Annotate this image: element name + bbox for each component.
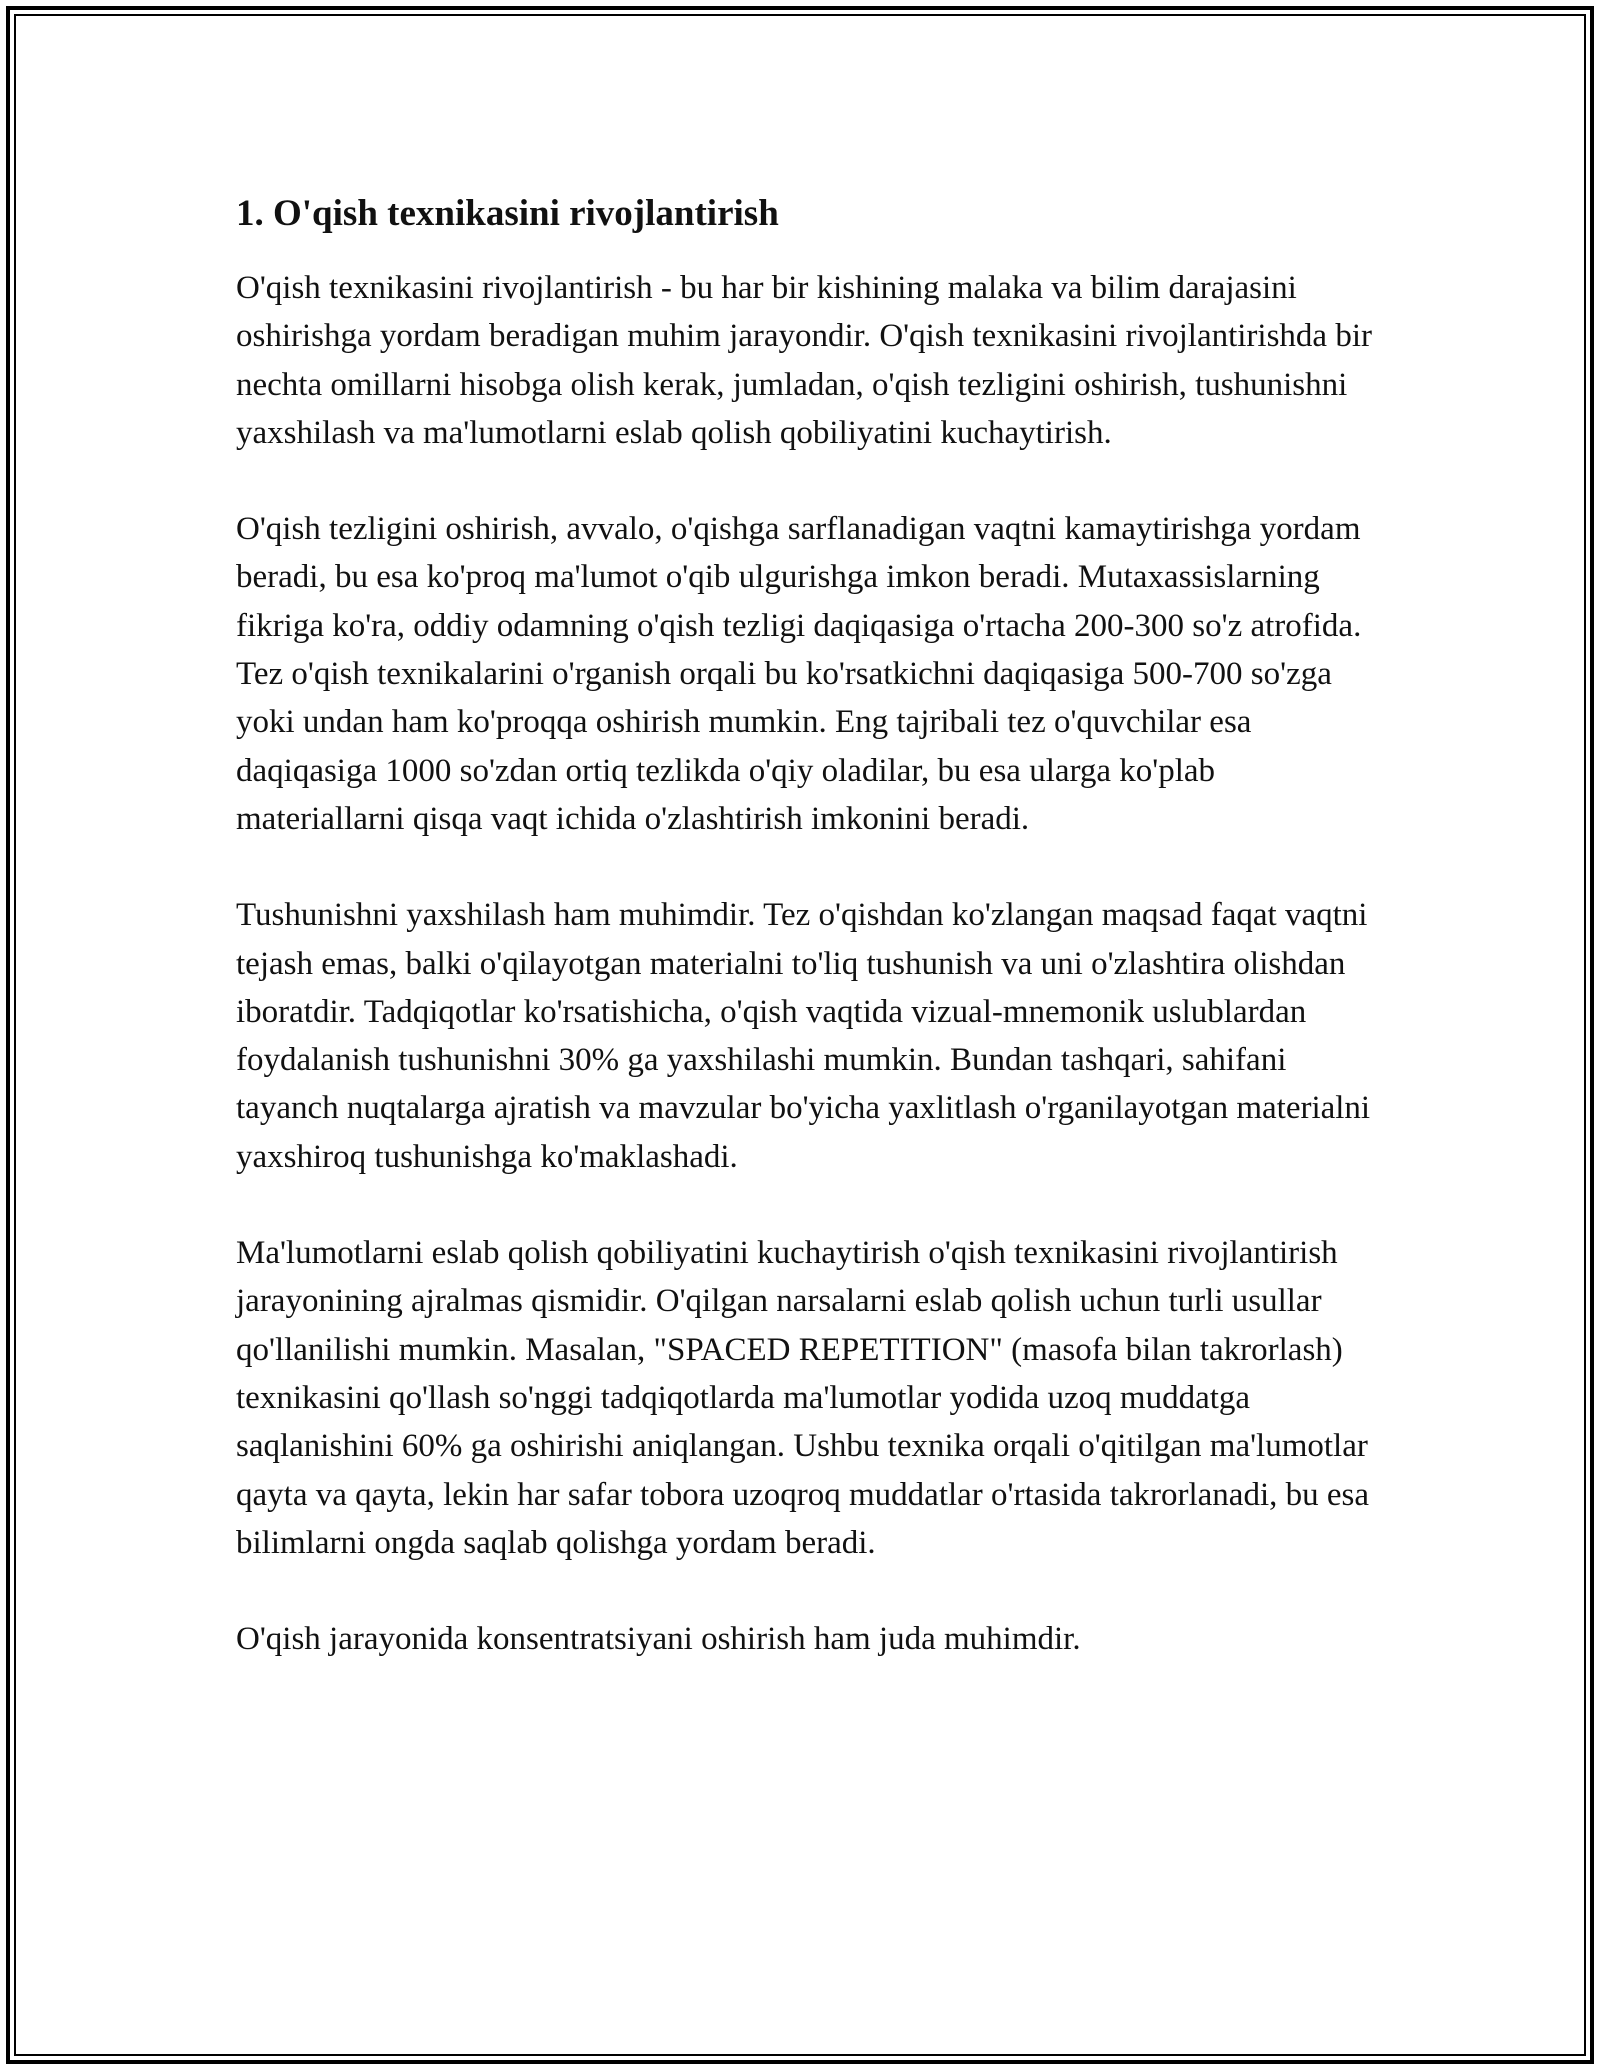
paragraph-concentration: O'qish jarayonida konsentratsiyani oshirish ham juda muhimdir. xyxy=(236,1621,1081,1658)
paragraph-reading-speed: O'qish tezligini oshirish, avvalo, o'qishga sarflanadigan vaqtni kamaytirishga yordam beradi, bu esa ko'proq ma'lumot o'qib ulgurishga imkon beradi. Mutaxassislarning fikriga ko'ra, oddiy odamning o'qish tezligi daqiqasiga o'rtacha 200-300 so'z atrofida. Tez o'qish texnikalarini o'rganish orqali bu ko'rsatkichni daqiqasiga 500-700 so'zga yoki undan ham ko'proqqa oshirish mumkin. Eng tajribali tez o'quvchilar esa daqiqasiga 1000 so'zdan ortiq tezlikda o'qiy oladilar, bu esa ularga ko'plab materiallarni qisqa vaqt ichida o'zlashtirish imkonini beradi. xyxy=(236,511,1362,837)
section-heading: 1. O'qish texnikasini rivojlantirish xyxy=(236,193,779,234)
document-body xyxy=(236,186,1386,1711)
paragraph-intro: O'qish texnikasini rivojlantirish - bu har bir kishining malaka va bilim darajasini oshirishga yordam beradigan muhim jarayondir. O'qish texnikasini rivojlantirishda bir nechta omillarni hisobga olish kerak, jumladan, o'qish tezligini oshirish, tushunishni yaxshilash va ma'lumotlarni eslab qolish qobiliyatini kuchaytirish. xyxy=(236,270,1372,451)
paragraph-comprehension: Tushunishni yaxshilash ham muhimdir. Tez o'qishdan ko'zlangan maqsad faqat vaqtni tejash emas, balki o'qilayotgan materialni to'liq tushunish va uni o'zlashtira olishdan iboratdir. Tadqiqotlar ko'rsatishicha, o'qish vaqtida vizual-mnemonik uslublardan foydalanish tushunishni 30% ga yaxshilashi mumkin. Bundan tashqari, sahifani tayanch nuqtalarga ajratish va mavzular bo'yicha yaxlitlash o'rganilayotgan materialni yaxshiroq tushunishga ko'maklashadi. xyxy=(236,897,1371,1175)
paragraph-memory-retention: Ma'lumotlarni eslab qolish qobiliyatini kuchaytirish o'qish texnikasini rivojlantirish jarayonining ajralmas qismidir. O'qilgan narsalarni eslab qolish uchun turli usullar qo'llanilishi mumkin. Masalan, "SPACED REPETITION" (masofa bilan takrorlash) texnikasini qo'llash so'nggi tadqiqotlarda ma'lumotlar yodida uzoq muddatga saqlanishini 60% ga oshirishi aniqlangan. Ushbu texnika orqali o'qitilgan ma'lumotlar qayta va qayta, lekin har safar tobora uzoqroq muddatlar o'rtasida takrorlanadi, bu esa bilimlarni ongda saqlab qolishga yordam beradi. xyxy=(236,1235,1370,1561)
